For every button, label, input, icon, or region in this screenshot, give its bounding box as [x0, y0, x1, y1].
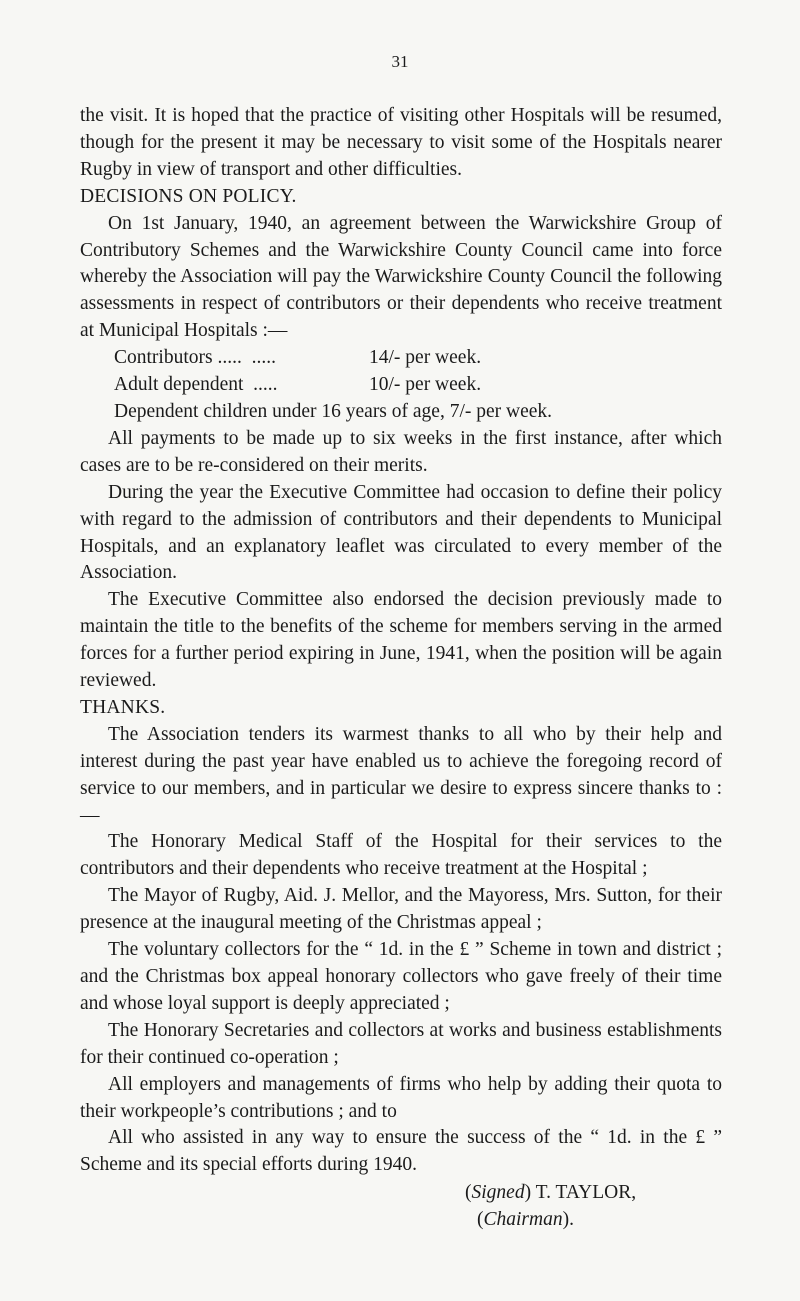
rate-contributors [80, 345, 722, 372]
thanks-item-medical-staff: The Honorary Medical Staff of the Hospital for their services to the contributors and their dependents who receive treatment at the Hospital ; [80, 831, 722, 880]
signed-label: Signed [471, 1182, 525, 1204]
policy-paragraph: During the year the Executive Committee had occasion to define their policy with regard to the admission of contributors and their dependents to Municipal Hospitals, and an explanatory leaflet was circulated to every member of the Association. [80, 481, 722, 584]
rate-value: 10/- per week. [369, 374, 482, 396]
endorsed-paragraph: The Executive Committee also endorsed the decision previously made to maintain the title to the benefits of the scheme for members serving in the armed forces for a further period expiring in June, 1941, when the position will be again reviewed. [80, 589, 722, 692]
intro-paragraph: the visit. It is hoped that the practice of visiting other Hospitals will be resumed, though for the present it may be necessary to visit some of the Hospitals nearer Rugby in view of transport and other difficulties. [80, 105, 722, 180]
rate-label: Contributors ..... ..... [114, 347, 276, 369]
rate-label: Adult dependent ..... [114, 374, 278, 396]
thanks-item-mayor: The Mayor of Rugby, Aid. J. Mellor, and the Mayoress, Mrs. Sutton, for their presence at the inaugural meeting of the Christmas appeal ; [80, 885, 722, 934]
signatory-title: Chairman [483, 1209, 563, 1231]
thanks-item-voluntary-collectors: The voluntary collectors for the “ 1d. in the £ ” Scheme in town and district ; and the Christmas box appeal honorary collectors who gave freely of their time and whose loyal support is deeply appreciated ; [80, 939, 722, 1014]
rate-adult-dependent [80, 372, 722, 399]
signature-line: (Signed) T. TAYLOR, [465, 1182, 637, 1204]
signatory-name: T. TAYLOR, [535, 1182, 637, 1204]
payments-paragraph: All payments to be made up to six weeks in the first instance, after which cases are to be re-considered on their merits. [80, 427, 722, 476]
thanks-heading: THANKS. [80, 696, 166, 718]
thanks-intro-paragraph: The Association tenders its warmest thanks to all who by their help and interest during the past year have enabled us to achieve the foregoing record of service to our members, and in particular we desire to express sincere thanks to :— [80, 723, 722, 826]
page-number: 31 [391, 52, 409, 71]
signatory-title-line: (Chairman). [477, 1209, 574, 1231]
thanks-item-all-assisted: All who assisted in any way to ensure the success of the “ 1d. in the £ ” Scheme and its special efforts during 1940. [80, 1127, 722, 1176]
rate-value: 14/- per week. [369, 347, 482, 369]
signature-block [80, 1179, 722, 1233]
thanks-item-honorary-secretaries: The Honorary Secretaries and collectors at works and business establishments for their continued co-operation ; [80, 1019, 722, 1068]
thanks-item-employers: All employers and managements of firms who help by adding their quota to their workpeople’s contributions ; and to [80, 1073, 722, 1122]
agreement-paragraph: On 1st January, 1940, an agreement between the Warwickshire Group of Contributory Schemes and the Warwickshire County Council came into force whereby the Association will pay the Warwickshire County Council the following assessments in respect of contributors or their dependents who receive treatment at Municipal Hospitals :— [80, 212, 722, 342]
rate-children: Dependent children under 16 years of age, 7/- per week. [114, 400, 553, 422]
decisions-heading: DECISIONS ON POLICY. [80, 185, 297, 207]
document-body [80, 103, 722, 1233]
